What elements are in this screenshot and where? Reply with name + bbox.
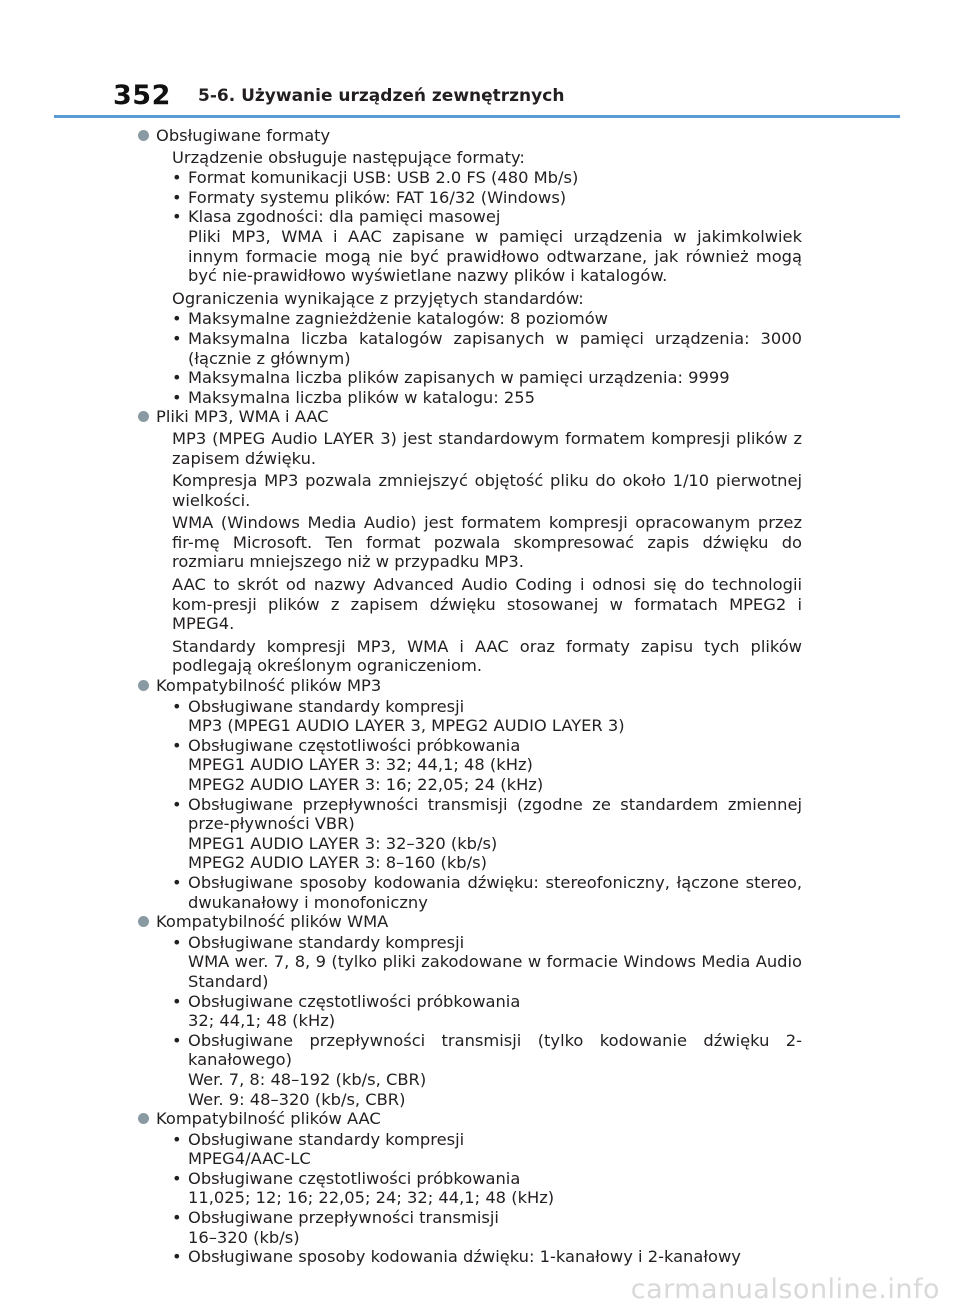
paragraph: Standardy kompresji MP3, WMA i AAC oraz formaty zapisu tych plików podlegają określonym ograniczeniom. <box>172 636 802 676</box>
paragraph: WMA (Windows Media Audio) jest formatem kompresji opracowanym przez fir-mę Microsoft. Ten format pozwala skompresować zapis dźwięku do rozmiaru mniejszego niż w przypadku MP3. <box>172 513 802 572</box>
section-bullet-icon <box>138 680 149 691</box>
list-item <box>188 873 802 912</box>
section-bullet-icon <box>138 916 149 927</box>
document-body <box>150 126 802 1267</box>
page-header <box>0 0 960 118</box>
section-bullet-icon <box>138 411 149 422</box>
paragraph: Kompresja MP3 pozwala zmniejszyć objętość pliku do około 1/10 pierwotnej wielkości. <box>172 471 802 510</box>
list-item-text: Maksymalna liczba plików zapisanych w pamięci urządzenia: 9999 <box>188 368 730 388</box>
list-item <box>188 697 802 736</box>
list-item-text: Klasa zgodności: dla pamięci masowej <box>188 207 501 227</box>
page-number: 352 <box>113 80 171 111</box>
list-item-detail: Wer. 9: 48–320 (kb/s, CBR) <box>188 1089 406 1109</box>
list-item-text: Obsługiwane częstotliwości próbkowania <box>188 1168 521 1188</box>
list-item-text: Obsługiwane standardy kompresji <box>188 932 465 952</box>
section <box>150 1109 802 1267</box>
list-item-detail: MPEG1 AUDIO LAYER 3: 32–320 (kb/s) <box>188 833 498 853</box>
list-item <box>188 188 802 208</box>
list-item-detail: Pliki MP3, WMA i AAC zapisane w pamięci urządzenia w jakimkolwiek innym formacie mogą nie być prawidłowo odtwarzane, jak również mogą być nie-prawidłowo wyświetlane nazwy plików i katalogów. <box>188 226 802 286</box>
list-item <box>188 168 802 188</box>
section-title: 5-6. Używanie urządzeń zewnętrznych <box>198 86 565 106</box>
paragraph: Urządzenie obsługuje następujące formaty: <box>172 147 525 167</box>
list-item <box>188 1031 802 1109</box>
list-item-text: Obsługiwane częstotliwości próbkowania <box>188 991 521 1011</box>
list-item <box>188 1208 802 1247</box>
section <box>150 407 802 676</box>
list-item-text: Obsługiwane przepływności transmisji (tylko kodowanie dźwięku 2-kanałowego) <box>188 1030 802 1070</box>
list-item <box>188 1169 802 1208</box>
list-item-text: Obsługiwane sposoby kodowania dźwięku: 1-kanałowy i 2-kanałowy <box>188 1247 741 1267</box>
section-heading: Kompatybilność plików AAC <box>156 1109 381 1129</box>
list-item-detail: WMA wer. 7, 8, 9 (tylko pliki zakodowane w formacie Windows Media Audio Standard) <box>188 952 802 991</box>
list-item-detail: MPEG2 AUDIO LAYER 3: 8–160 (kb/s) <box>188 853 487 873</box>
section-heading: Kompatybilność plików MP3 <box>156 676 382 696</box>
list-item <box>188 992 802 1031</box>
list-item-text: Maksymalna liczba plików w katalogu: 255 <box>188 387 535 407</box>
section-heading: Obsługiwane formaty <box>156 126 331 145</box>
bullet-list <box>150 1130 802 1267</box>
list-item <box>188 736 802 795</box>
list-item-text: Obsługiwane standardy kompresji <box>188 696 465 716</box>
list-item-text: Obsługiwane przepływności transmisji <box>188 1208 499 1228</box>
list-item-detail: 11,025; 12; 16; 22,05; 24; 32; 44,1; 48 (kHz) <box>188 1188 555 1208</box>
paragraph: Ograniczenia wynikające z przyjętych standardów: <box>172 288 584 308</box>
bullet-list <box>150 697 802 913</box>
list-item-text: Formaty systemu plików: FAT 16/32 (Windows) <box>188 187 567 207</box>
list-item-text: Maksymalna liczba katalogów zapisanych w pamięci urządzenia: 3000 (łącznie z głównym) <box>188 328 802 368</box>
list-item <box>188 368 802 388</box>
list-item-detail: Wer. 7, 8: 48–192 (kb/s, CBR) <box>188 1069 427 1089</box>
list-item <box>188 1130 802 1169</box>
list-item <box>188 1247 802 1267</box>
section-bullet-icon <box>138 1113 149 1124</box>
section-heading: Pliki MP3, WMA i AAC <box>156 407 329 427</box>
list-item <box>188 388 802 408</box>
list-item-detail: MPEG2 AUDIO LAYER 3: 16; 22,05; 24 (kHz) <box>188 775 544 794</box>
list-item-detail: 16–320 (kb/s) <box>188 1227 300 1247</box>
paragraph: MP3 (MPEG Audio LAYER 3) jest standardowym formatem kompresji plików z zapisem dźwięku. <box>172 428 802 468</box>
list-item-detail: 32; 44,1; 48 (kHz) <box>188 1011 336 1031</box>
list-item <box>188 933 802 992</box>
list-item-text: Obsługiwane przepływności transmisji (zgodne ze standardem zmiennej prze-pływności VBR) <box>188 794 802 834</box>
list-item <box>188 329 802 368</box>
watermark: carmanualsonline.info <box>630 1274 940 1305</box>
section-bullet-icon <box>138 130 149 141</box>
list-item-detail: MPEG1 AUDIO LAYER 3: 32; 44,1; 48 (kHz) <box>188 755 533 775</box>
list-item-detail: MPEG4/AAC-LC <box>188 1149 311 1169</box>
list-item <box>188 795 802 873</box>
list-item-text: Format komunikacji USB: USB 2.0 FS (480 Mb/s) <box>188 168 579 188</box>
list-item <box>188 207 802 285</box>
list-item-text: Obsługiwane standardy kompresji <box>188 1129 465 1149</box>
list-item-text: Maksymalne zagnieżdżenie katalogów: 8 poziomów <box>188 309 608 329</box>
bullet-list <box>150 933 802 1109</box>
list-item-detail: MP3 (MPEG1 AUDIO LAYER 3, MPEG2 AUDIO LAYER 3) <box>188 716 625 736</box>
section <box>150 126 802 407</box>
list-item-text: Obsługiwane sposoby kodowania dźwięku: stereofoniczny, łączone stereo, dwukanałowy i monofoniczny <box>188 872 802 912</box>
section <box>150 676 802 912</box>
bullet-list <box>150 168 802 286</box>
bullet-list <box>150 309 802 407</box>
header-divider <box>54 115 900 118</box>
list-item <box>188 309 802 329</box>
section <box>150 912 802 1109</box>
paragraph: AAC to skrót od nazwy Advanced Audio Coding i odnosi się do technologii kom-presji plików z zapisem dźwięku stosowanej w formatach MPEG2 i MPEG4. <box>172 575 802 634</box>
section-heading: Kompatybilność plików WMA <box>156 912 389 932</box>
list-item-text: Obsługiwane częstotliwości próbkowania <box>188 735 521 755</box>
